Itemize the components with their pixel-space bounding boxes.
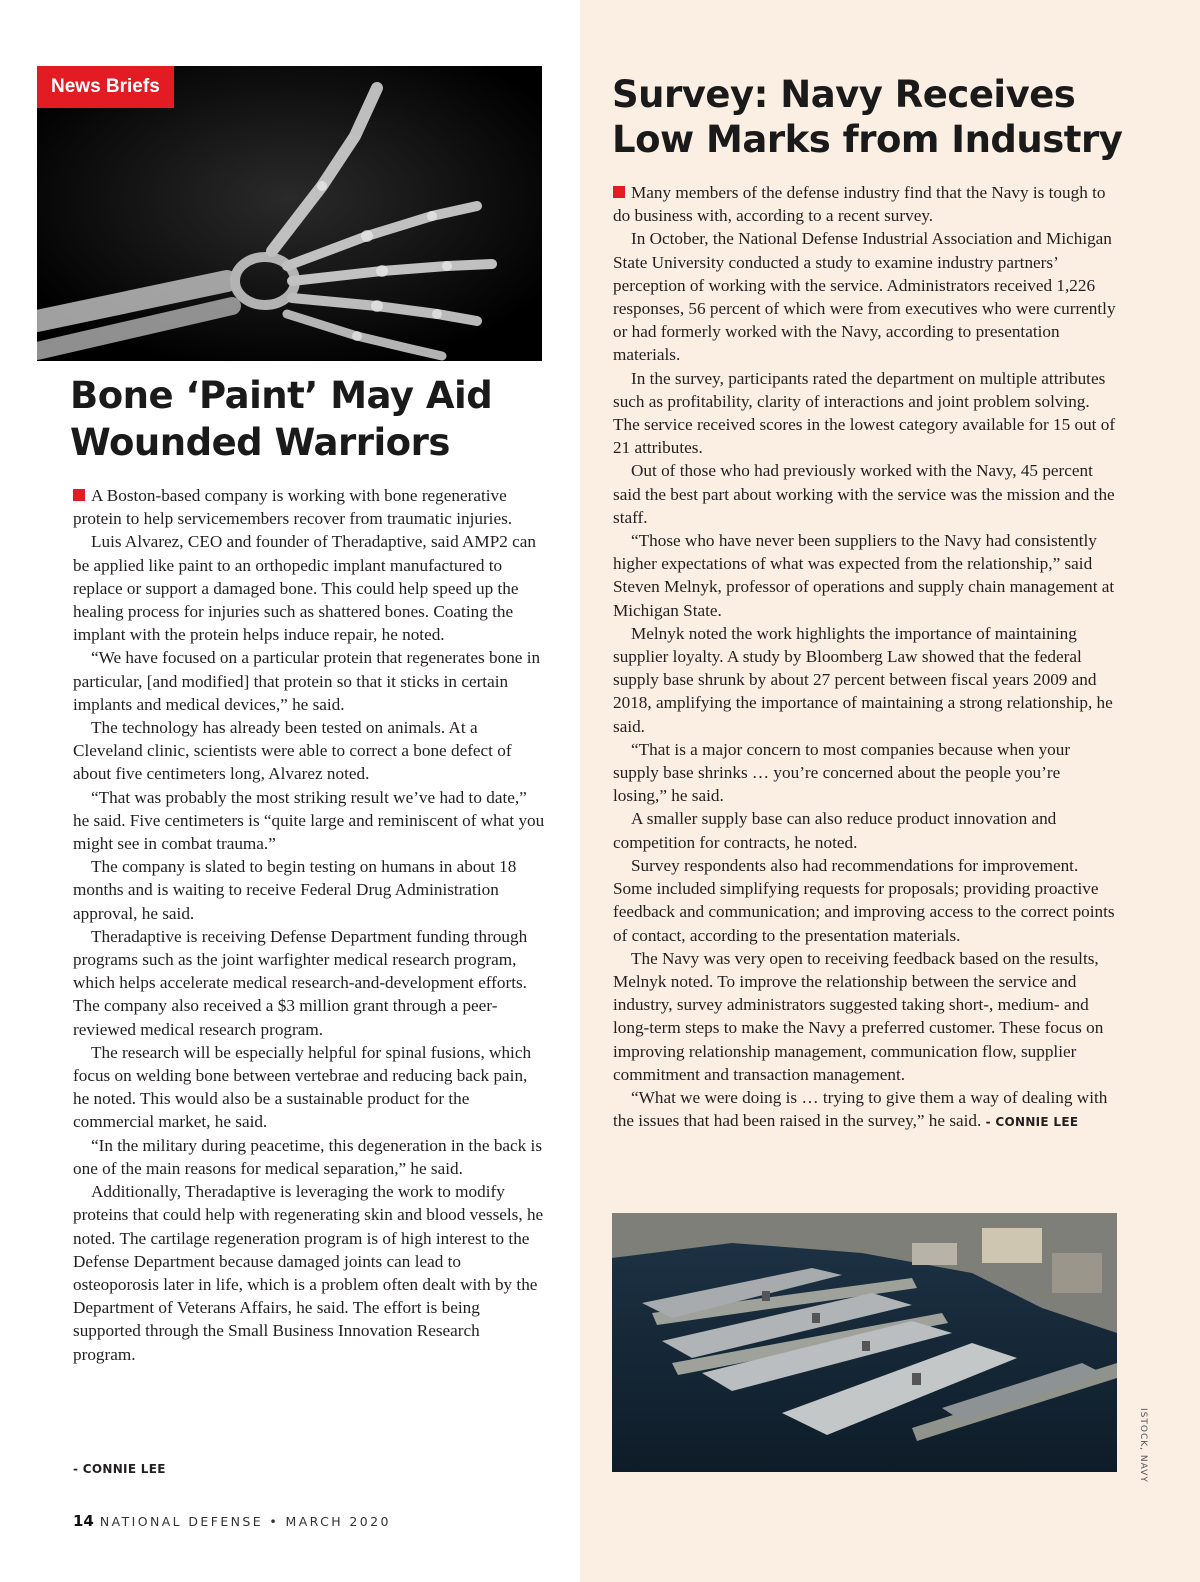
paragraph: “Those who have never been suppliers to the Navy had consistently higher expectations of what was expected from the relationship,” said Steven Melnyk, professor of operations and supply chain management at Michigan State.: [613, 531, 1115, 620]
left-headline-line2: Wounded Warriors: [70, 421, 450, 464]
paragraph: [73, 484, 546, 530]
paragraph: “That was probably the most striking result we’ve had to date,” he said. Five centimeters is “quite large and reminiscent of what you might see in combat trauma.”: [73, 787, 545, 854]
left-headline: [70, 372, 550, 466]
right-article-body: [613, 181, 1118, 1134]
paragraph: The company is slated to begin testing on humans in about 18 months and is waiting to receive Federal Drug Administration approval, he said.: [73, 857, 517, 923]
left-article-body: [73, 484, 546, 1366]
paragraph: In October, the National Defense Industrial Association and Michigan State University conducted a study to examine industry partners’ perception of working with the service. Administrators received 1,226 responses, 56 percent of which were from executives who were currently or had formerly worked with the Navy, according to presentation materials.: [613, 229, 1116, 365]
right-headline-line2: Low Marks from Industry: [612, 118, 1123, 161]
photo-credit: ISTOCK, NAVY: [1138, 1408, 1148, 1483]
page-footer: [73, 1512, 391, 1530]
section-marker-icon: [613, 186, 625, 198]
paragraph: “That is a major concern to most companies because when your supply base shrinks … you’re concerned about the people you’re losing,” he said.: [613, 739, 1071, 806]
paragraph: Survey respondents also had recommendations for improvement. Some included simplifying requests for proposals; providing proactive feedback and communication; and improving access to the correct points of contact, according to the presentation materials.: [613, 855, 1115, 945]
navy-ships-photo: [612, 1213, 1117, 1472]
paragraph-text: “What we were doing is … trying to give them a way of dealing with the issues that had been raised in the survey,” he said.: [613, 1087, 1108, 1131]
paragraph: Theradaptive is receiving Defense Department funding through programs such as the joint warfighter medical research program, which helps accelerate medical research-and-development efforts. The company also received a $3 million grant through a peer-reviewed medical research program.: [73, 926, 528, 1039]
aircraft-carriers-illustration: [612, 1213, 1117, 1472]
paragraph: Additionally, Theradaptive is leveraging the work to modify proteins that could help with regenerating skin and blood vessels, he noted. The cartilage regeneration program is of high interest to the Defense Department because damaged joints can lead to osteoporosis later in life, which is a problem often dealt with by the Department of Veterans Affairs, he said. The effort is being supported through the Small Business Innovation Research program.: [73, 1182, 544, 1364]
xray-hand-photo: [37, 66, 542, 361]
section-badge: News Briefs: [37, 66, 174, 108]
paragraph-text: A Boston-based company is working with bone regenerative protein to help servicemembers recover from traumatic injuries.: [73, 486, 513, 529]
paragraph: [613, 181, 1118, 227]
paragraph: [613, 1086, 1118, 1134]
paragraph: “In the military during peacetime, this degeneration in the back is one of the main reasons for medical separation,” he said.: [73, 1135, 543, 1178]
paragraph: Out of those who had previously worked with the Navy, 45 percent said the best part about working with the service was the mission and the staff.: [613, 461, 1115, 527]
right-headline-line1: Survey: Navy Receives: [612, 73, 1076, 116]
paragraph: The research will be especially helpful for spinal fusions, which focus on welding bone between vertebrae and reducing back pain, he noted. This would also be a sustainable product for the commercial market, he said.: [73, 1042, 532, 1132]
paragraph: In the survey, participants rated the department on multiple attributes such as profitability, clarity of interactions and joint problem solving. The service received scores in the lowest category available for 15 out of 21 attributes.: [613, 368, 1116, 458]
paragraph: “We have focused on a particular protein that regenerates bone in particular, [and modified] that protein so that it sticks in certain implants and medical devices,” he said.: [73, 648, 541, 714]
right-headline: [612, 72, 1172, 162]
xray-hand-illustration: [37, 66, 542, 361]
publication-info: NATIONAL DEFENSE • MARCH 2020: [99, 1514, 391, 1529]
paragraph: The Navy was very open to receiving feedback based on the results, Melnyk noted. To improve the relationship between the service and industry, survey administrators suggested taking short-, medium- and long-term steps to make the Navy a preferred customer. These focus on improving relationship management, communication flow, supplier commitment and transaction management.: [613, 948, 1104, 1084]
left-byline: - CONNIE LEE: [73, 1462, 166, 1476]
section-marker-icon: [73, 489, 85, 501]
paragraph-text: Many members of the defense industry find that the Navy is tough to do business with, according to a recent survey.: [613, 183, 1106, 226]
paragraph: Melnyk noted the work highlights the importance of maintaining supplier loyalty. A study by Bloomberg Law showed that the federal supply base shrunk by about 27 percent between fiscal years 2009 and 2018, amplifying the importance of maintaining a strong relationship, he said.: [613, 623, 1113, 736]
paragraph: Luis Alvarez, CEO and founder of Theradaptive, said AMP2 can be applied like paint to an orthopedic implant manufactured to replace or support a damaged bone. This could help speed up the healing process for injuries such as shattered bones. Coating the implant with the protein helps induce repair, he noted.: [73, 532, 537, 645]
paragraph: A smaller supply base can also reduce product innovation and competition for contracts, he noted.: [613, 809, 1057, 852]
paragraph: The technology has already been tested on animals. At a Cleveland clinic, scientists were able to correct a bone defect of about five centimeters long, Alvarez noted.: [73, 718, 512, 784]
right-byline: - CONNIE LEE: [985, 1115, 1079, 1130]
page-number: 14: [73, 1512, 94, 1530]
left-headline-line1: Bone ‘Paint’ May Aid: [70, 374, 493, 417]
